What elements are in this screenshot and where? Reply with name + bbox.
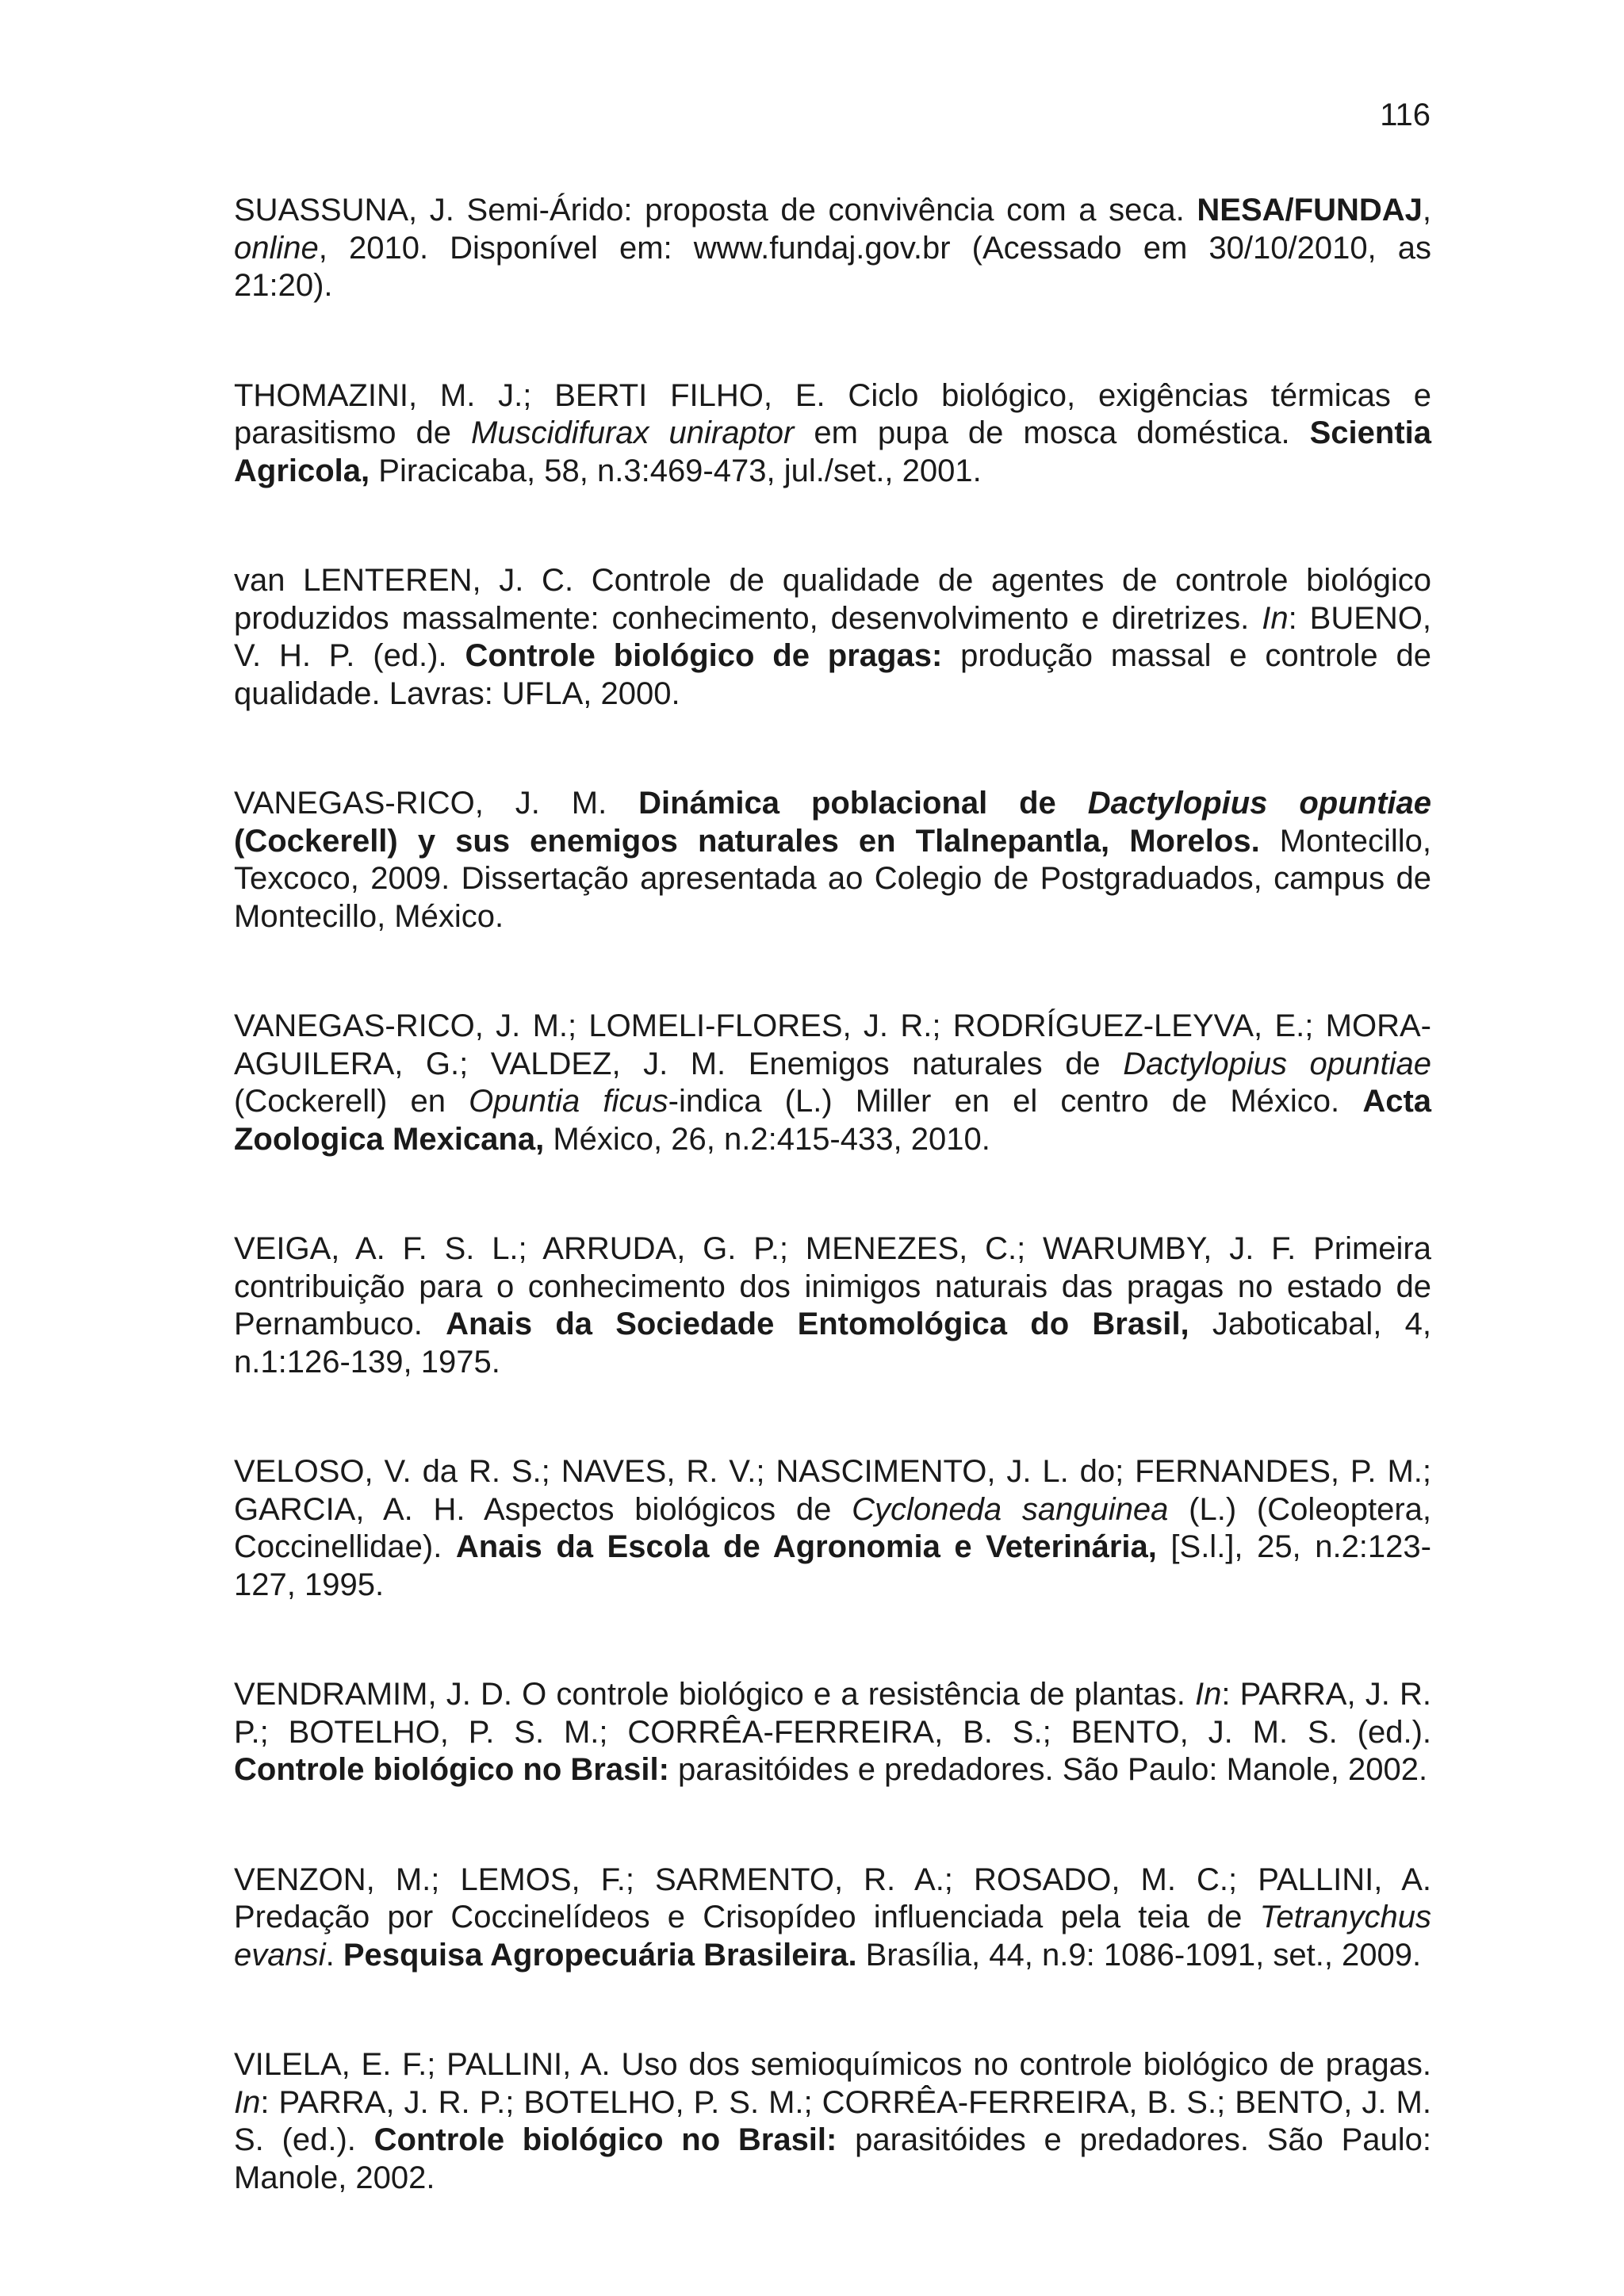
reference-text: parasitóides e predadores. São Paulo: Manole, 2002.	[234, 2122, 1432, 2195]
reference-text: Jaboticabal, 4, n.1:126-139, 1975.	[234, 1307, 1431, 1380]
reference-text: VENZON, M.; LEMOS, F.; SARMENTO, R. A.; ROSADO, M. C.; PALLINI, A. Predação por Coccinelídeos e Crisopídeo influenciada pela teia de	[234, 1862, 1431, 1934]
reference-text: ,	[1422, 193, 1431, 228]
reference-text: (Cockerell) y sus enemigos naturales en Tlalnepantla, Morelos.	[234, 823, 1260, 859]
reference-text: produção massal e controle de qualidade. Lavras: UFLA, 2000.	[234, 638, 1432, 711]
reference-text: , 2010. Disponível em: www.fundaj.gov.br (Acessado em 30/10/2010, as 21:20).	[234, 230, 1431, 303]
reference-text: Anais da Sociedade Entomológica do Brasil,	[446, 1307, 1189, 1341]
reference-text: Cycloneda sanguinea	[852, 1491, 1169, 1527]
reference-text: em pupa de mosca doméstica.	[794, 415, 1310, 450]
reference-text: Montecillo, Texcoco, 2009. Dissertação apresentada ao Colegio de Postgraduados, campus de Montecillo, México.	[234, 823, 1431, 934]
reference-entry	[234, 1008, 1431, 1158]
reference-text: Piracicaba, 58, n.3:469-473, jul./set., 2001.	[370, 453, 982, 488]
reference-text: : PARRA, J. R. P.; BOTELHO, P. S. M.; CORRÊA-FERREIRA, B. S.; BENTO, J. M. S. (ed.).	[234, 1677, 1431, 1750]
reference-text: SUASSUNA, J. Semi-Árido: proposta de convivência com a seca.	[234, 193, 1197, 228]
reference-text: VELOSO, V. da R. S.; NAVES, R. V.; NASCIMENTO, J. L. do; FERNANDES, P. M.; GARCIA, A. H. Aspectos biológicos de	[234, 1454, 1431, 1527]
reference-entry	[234, 2046, 1431, 2197]
reference-text: : BUENO, V. H. P. (ed.).	[234, 600, 1431, 673]
reference-text: parasitóides e predadores. São Paulo: Manole, 2002.	[668, 1752, 1428, 1787]
reference-text: Scientia Agricola,	[234, 415, 1432, 488]
reference-entry	[234, 1453, 1431, 1604]
reference-text: -indica (L.) Miller en el centro de México.	[668, 1084, 1363, 1119]
reference-text: Anais da Escola de Agronomia e Veterinária,	[455, 1529, 1157, 1564]
reference-text: Opuntia ficus	[469, 1084, 668, 1119]
reference-text: VEIGA, A. F. S. L.; ARRUDA, G. P.; MENEZES, C.; WARUMBY, J. F. Primeira contribuição para o conhecimento dos inimigos naturais das pragas no estado de Pernambuco.	[234, 1231, 1431, 1341]
reference-text: Controle biológico de pragas:	[465, 638, 943, 673]
reference-text: Controle biológico no Brasil:	[373, 2122, 837, 2157]
reference-text: Dactylopius opuntiae	[1123, 1046, 1431, 1081]
reference-list	[234, 192, 1431, 2269]
reference-entry	[234, 1230, 1431, 1381]
reference-text: VILELA, E. F.; PALLINI, A. Uso dos semioquímicos no controle biológico de pragas.	[234, 2047, 1431, 2082]
reference-text: van LENTEREN, J. C. Controle de qualidade de agentes de controle biológico produzidos massalmente: conhecimento, desenvolvimento e diretrizes.	[234, 563, 1431, 636]
reference-text: In	[234, 2084, 261, 2120]
reference-entry	[234, 377, 1431, 491]
reference-text: Controle biológico no Brasil:	[234, 1752, 669, 1787]
reference-text: Pesquisa Agropecuária Brasileira.	[343, 1937, 857, 1973]
reference-text: online	[234, 230, 319, 266]
reference-text: Dinámica poblacional de	[638, 786, 1088, 821]
page-number: 116	[1380, 98, 1431, 132]
reference-entry	[234, 1676, 1431, 1789]
reference-text: Brasília, 44, n.9: 1086-1091, set., 2009.	[856, 1937, 1422, 1973]
reference-text: : PARRA, J. R. P.; BOTELHO, P. S. M.; CORRÊA-FERREIRA, B. S.; BENTO, J. M. S. (ed.).	[234, 2084, 1431, 2157]
reference-text: In	[1194, 1677, 1222, 1712]
reference-text: VANEGAS-RICO, J. M.	[234, 786, 639, 821]
reference-text: Tetranychus evansi	[234, 1900, 1431, 1973]
reference-entry	[234, 562, 1431, 713]
reference-text: Acta Zoologica Mexicana,	[234, 1084, 1432, 1157]
reference-text: In	[1262, 600, 1289, 636]
reference-text: VENDRAMIM, J. D. O controle biológico e a resistência de plantas.	[234, 1677, 1195, 1712]
reference-entry	[234, 1862, 1431, 1975]
reference-text: Dactylopius opuntiae	[1087, 786, 1431, 821]
reference-text: .	[325, 1937, 343, 1973]
reference-text: (Cockerell) en	[234, 1084, 469, 1119]
reference-text: VANEGAS-RICO, J. M.; LOMELI-FLORES, J. R.; RODRÍGUEZ-LEYVA, E.; MORA-AGUILERA, G.; VALDEZ, J. M. Enemigos naturales de	[234, 1008, 1431, 1081]
reference-text: Muscidifurax uniraptor	[471, 415, 795, 450]
reference-entry	[234, 192, 1431, 305]
reference-entry	[234, 785, 1431, 936]
reference-text: THOMAZINI, M. J.; BERTI FILHO, E. Ciclo biológico, exigências térmicas e parasitismo de	[234, 377, 1431, 450]
reference-text: [S.l.], 25, n.2:123-127, 1995.	[234, 1529, 1431, 1602]
reference-text: (L.) (Coleoptera, Coccinellidae).	[234, 1491, 1431, 1564]
reference-text: México, 26, n.2:415-433, 2010.	[544, 1121, 990, 1157]
reference-text: NESA/FUNDAJ	[1197, 193, 1423, 228]
